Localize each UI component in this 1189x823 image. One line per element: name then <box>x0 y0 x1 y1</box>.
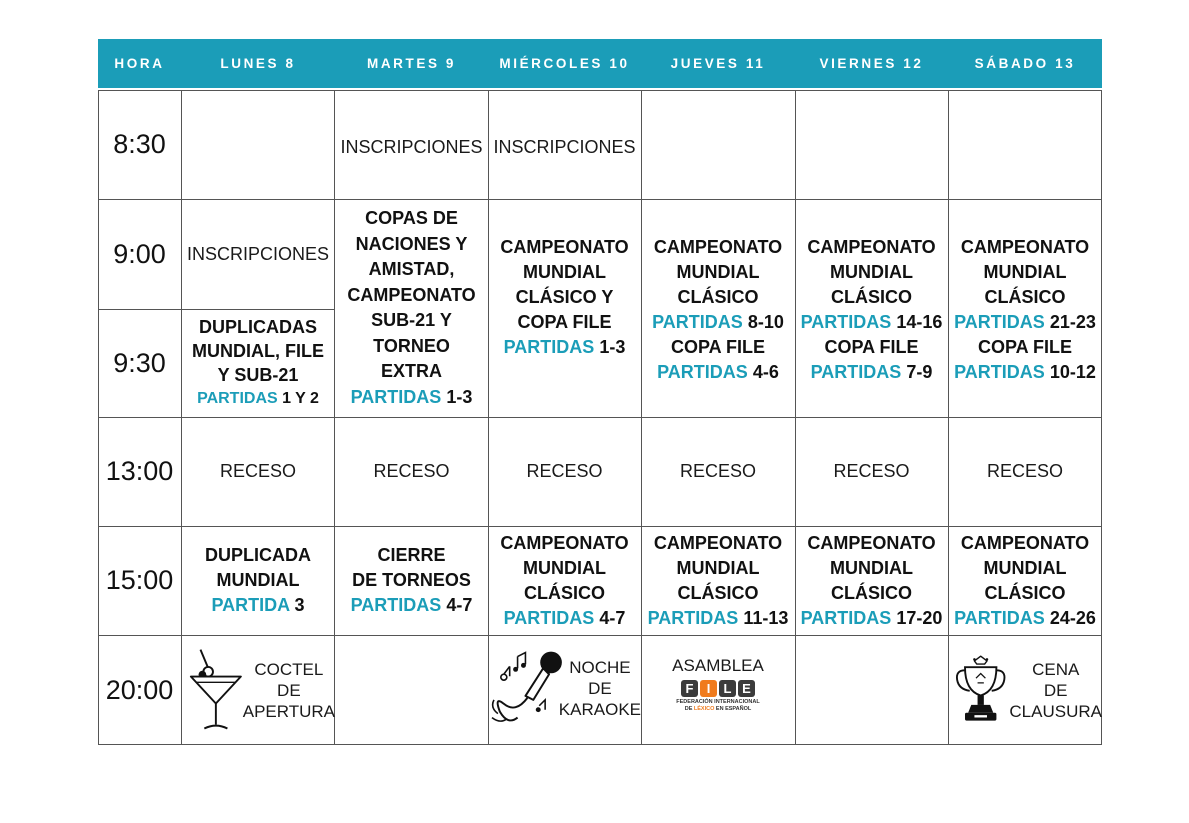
cell-1300-viernes: RECESO <box>833 461 910 481</box>
file-logo <box>681 680 755 697</box>
partidas-number: 1 Y 2 <box>282 390 319 407</box>
partidas-number: 21-23 <box>1049 312 1096 332</box>
partidas-label: PARTIDAS <box>652 312 743 332</box>
partidas-number: 4-6 <box>752 362 779 382</box>
header-day-sabado: SÁBADO 13 <box>974 56 1076 71</box>
event-line: DE TORNEOS <box>352 570 471 590</box>
cell-1500-miercoles <box>488 526 641 635</box>
partidas-number: 8-10 <box>747 312 784 332</box>
cell-morning-jueves <box>641 199 795 417</box>
event-line: MUNDIAL <box>830 262 913 282</box>
event-line: COPAS DE <box>365 208 458 228</box>
partidas-line <box>652 310 784 335</box>
cell-morning-sabado <box>948 199 1102 417</box>
event-line: DE <box>588 678 612 698</box>
event-line: CAMPEONATO <box>960 532 1090 553</box>
partidas-line <box>504 606 626 631</box>
partidas-label: PARTIDAS <box>800 607 892 628</box>
cell-1300-miercoles: RECESO <box>526 461 603 481</box>
martini-glass-icon <box>187 646 245 734</box>
event-line: MUNDIAL <box>523 262 606 282</box>
event-line: CAMPEONATO <box>653 237 783 257</box>
event-line: MUNDIAL <box>830 557 913 578</box>
partidas-line <box>954 606 1096 631</box>
cell-2000-miercoles <box>488 635 641 745</box>
partidas-label: PARTIDAS <box>503 607 595 628</box>
event-line: COCTEL <box>254 659 324 679</box>
partidas-label: PARTIDAS <box>350 595 442 615</box>
time-900: 9:00 <box>113 238 166 269</box>
event-line: KARAOKE <box>558 699 641 719</box>
file-logo-caption <box>676 699 759 713</box>
caption-part: EN ESPAÑOL <box>714 706 752 712</box>
cell-morning-martes <box>335 199 488 417</box>
event-line: CAMPEONATO <box>807 532 936 553</box>
partidas-line <box>657 360 779 385</box>
cell-1300-lunes: RECESO <box>219 461 297 481</box>
header-hora: HORA <box>114 56 165 71</box>
cell-1500-jueves <box>641 526 795 635</box>
partidas-number: 4-7 <box>599 607 626 628</box>
event-text <box>243 659 335 722</box>
partidas-line <box>954 310 1096 335</box>
event-line: MUNDIAL <box>676 557 760 578</box>
partidas-label: PARTIDAS <box>503 337 595 357</box>
partidas-number: 1-3 <box>446 386 473 407</box>
cell-1300-jueves: RECESO <box>679 461 757 481</box>
event-line: CAMPEONATO <box>653 532 783 553</box>
event-line: NACIONES Y <box>355 233 468 254</box>
partidas-number: 3 <box>294 595 305 615</box>
partidas-line <box>351 385 473 411</box>
schedule-table <box>98 39 1102 745</box>
microphone-icon <box>490 648 567 732</box>
partidas-number: 10-12 <box>1049 362 1096 382</box>
file-logo-letter: F <box>681 680 698 697</box>
cell-2000-jueves <box>641 635 795 745</box>
time-1300: 13:00 <box>105 456 174 486</box>
event-line: Y SUB-21 <box>217 365 299 385</box>
event-line: CAMPEONATO <box>960 237 1090 257</box>
event-line: CAMPEONATO <box>500 532 629 553</box>
partidas-label: PARTIDA <box>211 595 290 615</box>
cell-1300-sabado: RECESO <box>986 461 1064 481</box>
event-line: CAMPEONATO <box>807 237 936 257</box>
cell-2000-sabado <box>948 635 1102 745</box>
partidas-label: PARTIDAS <box>954 312 1045 332</box>
partidas-line <box>504 335 626 360</box>
cell-2000-lunes <box>181 635 335 745</box>
time-2000: 20:00 <box>105 674 174 705</box>
cell-830-miercoles: INSCRIPCIONES <box>493 137 636 157</box>
partidas-label: PARTIDAS <box>800 312 892 332</box>
partidas-line <box>351 593 473 618</box>
partidas-number: 17-20 <box>896 607 943 628</box>
event-line: MUNDIAL <box>523 557 606 578</box>
partidas-number: 14-16 <box>896 312 943 332</box>
copa-line: COPA FILE <box>978 337 1072 357</box>
cell-1300-martes: RECESO <box>373 461 450 481</box>
partidas-label: PARTIDAS <box>954 607 1045 628</box>
partidas-label: PARTIDAS <box>197 390 278 407</box>
event-line: DE <box>277 680 301 700</box>
cell-morning-viernes <box>795 199 948 417</box>
event-text <box>559 657 641 720</box>
partidas-label: PARTIDAS <box>657 362 748 382</box>
event-line: CLÁSICO <box>524 582 605 603</box>
event-line: MUNDIAL <box>676 262 760 282</box>
event-line: CENA <box>1032 659 1080 679</box>
event-line: MUNDIAL <box>216 570 300 590</box>
header-day-miercoles: MIÉRCOLES 10 <box>499 56 630 71</box>
partidas-line <box>801 606 943 631</box>
event-title: ASAMBLEA <box>672 656 764 675</box>
header-day-viernes: VIERNES 12 <box>819 56 924 71</box>
event-line: SUB-21 Y <box>371 310 452 330</box>
event-line: CLÁSICO <box>831 287 912 307</box>
event-line: CIERRE <box>377 545 446 565</box>
time-830: 8:30 <box>113 129 166 159</box>
event-line: DE <box>1043 680 1068 700</box>
partidas-number: 24-26 <box>1049 607 1096 628</box>
partidas-label: PARTIDAS <box>810 362 902 382</box>
time-930: 9:30 <box>113 347 166 378</box>
cell-830-martes: INSCRIPCIONES <box>340 137 483 157</box>
partidas-line <box>197 387 319 411</box>
copa-line: COPA FILE <box>824 337 919 357</box>
event-line: TORNEO <box>373 335 450 356</box>
header-row <box>98 39 1102 88</box>
header-day-martes: MARTES 9 <box>366 56 457 71</box>
trophy-icon <box>954 645 1007 735</box>
time-1500: 15:00 <box>105 565 174 595</box>
event-line: MUNDIAL <box>983 262 1067 282</box>
file-logo-letter: E <box>738 680 755 697</box>
file-logo-caption-line <box>676 706 759 713</box>
event-line: EXTRA <box>380 361 442 381</box>
cell-1500-martes <box>335 526 488 635</box>
cell-1500-lunes <box>181 526 335 635</box>
event-line: CLÁSICO Y <box>515 287 614 307</box>
event-line: CAMPEONATO <box>500 237 629 257</box>
file-logo-letter: I <box>700 680 717 697</box>
event-line: CLÁSICO <box>831 582 912 603</box>
header-day-lunes: LUNES 8 <box>220 56 296 71</box>
partidas-label: PARTIDAS <box>350 386 442 407</box>
header-day-jueves: JUEVES 11 <box>670 56 766 71</box>
cell-900-lunes: INSCRIPCIONES <box>186 243 330 264</box>
file-logo-letter: L <box>719 680 736 697</box>
partidas-line <box>801 310 943 335</box>
cell-1500-sabado <box>948 526 1102 635</box>
partidas-line <box>954 360 1096 385</box>
event-line: DUPLICADAS <box>198 317 317 337</box>
cell-morning-miercoles <box>488 199 641 417</box>
event-line: MUNDIAL, FILE <box>192 341 324 361</box>
event-line: APERTURA <box>242 701 335 721</box>
event-line: CLÁSICO <box>984 582 1066 603</box>
partidas-line <box>811 360 933 385</box>
partidas-number: 7-9 <box>906 362 933 382</box>
event-line: CLAUSURA <box>1009 701 1102 721</box>
partidas-line <box>648 606 789 631</box>
event-line: CLÁSICO <box>677 287 759 307</box>
event-line: MUNDIAL <box>983 557 1067 578</box>
event-line: CAMPEONATO <box>347 284 476 305</box>
event-line: DUPLICADA <box>205 545 311 565</box>
caption-part: LÉXICO <box>693 706 715 712</box>
partidas-label: PARTIDAS <box>647 607 739 628</box>
event-line: CLÁSICO <box>677 582 759 603</box>
file-logo-caption-line: FEDERACIÓN INTERNACIONAL <box>676 699 760 705</box>
copa-line: COPA FILE <box>671 337 765 357</box>
event-line: AMISTAD, <box>368 259 455 279</box>
caption-part: DE <box>684 706 694 712</box>
event-line: NOCHE <box>569 657 631 677</box>
partidas-line <box>211 593 304 618</box>
partidas-number: 1-3 <box>599 337 626 357</box>
event-line: CLÁSICO <box>984 287 1066 307</box>
partidas-number: 4-7 <box>446 595 473 615</box>
cell-930-lunes <box>181 309 335 417</box>
cell-1500-viernes <box>795 526 948 635</box>
event-text <box>1009 659 1102 722</box>
event-line: COPA FILE <box>517 312 612 332</box>
partidas-label: PARTIDAS <box>954 362 1045 382</box>
partidas-number: 11-13 <box>743 607 789 628</box>
